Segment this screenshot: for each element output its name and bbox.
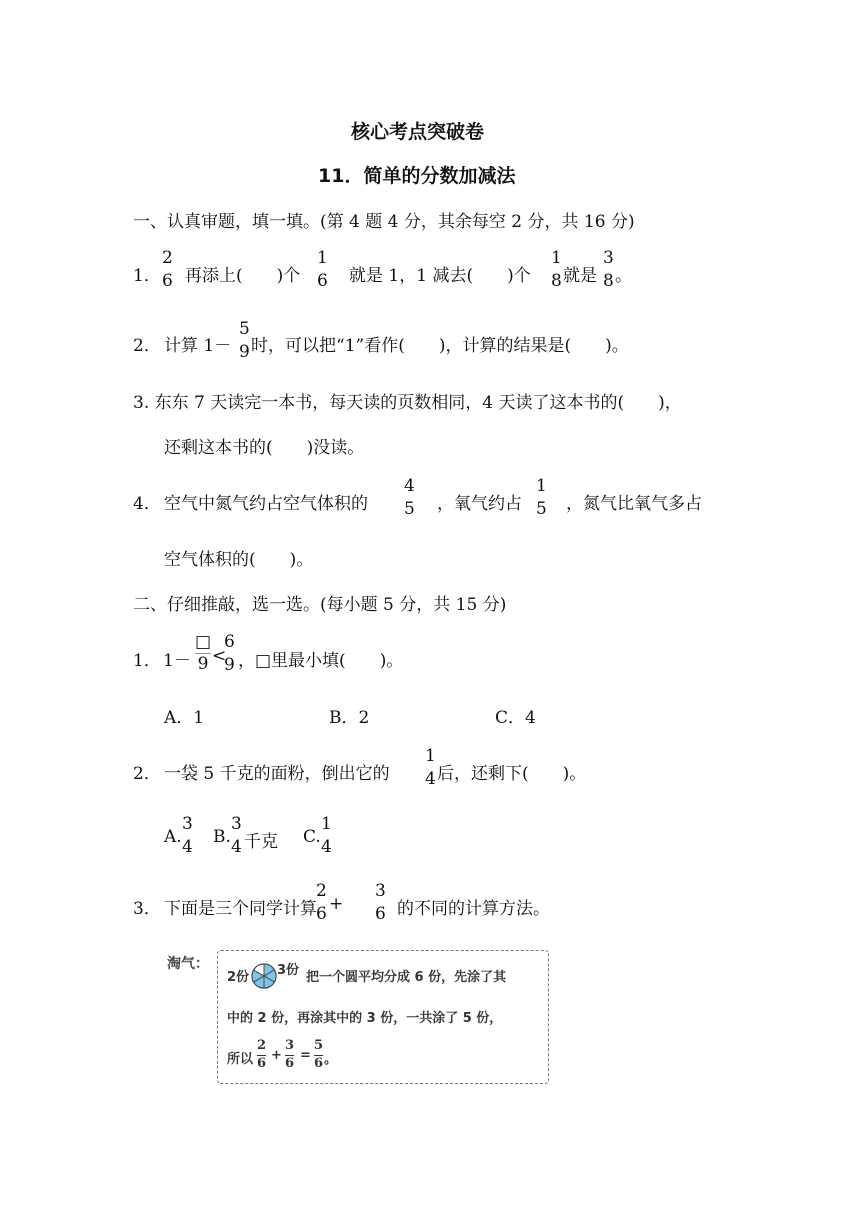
q4-line-2: 空气体积的( )。 — [164, 550, 314, 570]
page-title: 核心考点突破卷 — [351, 121, 485, 143]
label-3-parts: 3份 — [277, 963, 300, 978]
q2-number: 2． — [133, 336, 161, 356]
card-line-3-prefix: 所以 — [227, 1052, 254, 1067]
s2-q3-fraction-3-6 — [375, 883, 386, 923]
denominator: 5 — [536, 499, 547, 519]
s2-q2-fraction-1-4 — [425, 748, 436, 788]
q4-text-3: ，氮气比氧气多占 — [566, 494, 702, 514]
pie-circle-icon — [250, 962, 278, 990]
card-fraction-2-6 — [257, 1039, 266, 1070]
section-1-heading: 一、认真审题，填一填。(第 4 题 4 分，其余每空 2 分，共 16 分) — [133, 212, 635, 232]
numerator: 6 — [224, 632, 235, 652]
page-subtitle: 11．简单的分数加减法 — [318, 165, 516, 187]
denominator: 6 — [317, 271, 328, 291]
q1-fraction-3-8 — [603, 250, 614, 290]
student-name: 淘气： — [167, 956, 209, 972]
denominator: 9 — [195, 653, 211, 673]
numerator: 2 — [162, 248, 173, 268]
denominator: 6 — [375, 904, 386, 924]
q2-fraction-5-9 — [239, 321, 250, 361]
q4-text-1: 空气中氮气约占空气体积的 — [164, 494, 368, 514]
s2-q3-number: 3． — [133, 899, 161, 919]
numerator: 3 — [285, 1038, 295, 1053]
s2-q1-text-3: ，□里最小填( )。 — [238, 651, 404, 671]
s2-q2-text-2: 后，还剩下( )。 — [437, 764, 587, 784]
numerator: 5 — [239, 319, 250, 339]
s2-q3-text-2: 的不同的计算方法。 — [397, 899, 550, 919]
option-a-label: A. — [164, 827, 182, 847]
q3-line-1: 3. 东东 7 天读完一本书，每天读的页数相同，4 天读了这本书的( )， — [133, 393, 682, 413]
s2-q1-option-c[interactable]: C．4 — [495, 708, 536, 728]
numerator: 5 — [314, 1038, 324, 1053]
denominator: 6 — [314, 1056, 324, 1071]
method-card — [217, 950, 549, 1084]
q4-fraction-4-5 — [404, 478, 415, 518]
q2-text-1: 计算 1－ — [164, 336, 232, 356]
s2-q1-less-than: < — [212, 646, 227, 666]
s2-q2-text-1: 一袋 5 千克的面粉，倒出它的 — [164, 764, 390, 784]
s2-q3-fraction-2-6 — [316, 883, 327, 923]
denominator: 6 — [162, 271, 173, 291]
q1-fraction-1-8 — [551, 250, 562, 290]
q1-number: 1． — [133, 266, 161, 286]
denominator: 6 — [257, 1056, 267, 1071]
denominator: 9 — [224, 655, 235, 675]
numerator: 1 — [321, 814, 332, 834]
numerator: 1 — [425, 746, 436, 766]
numerator: 1 — [551, 248, 562, 268]
q2-text-2: 时，可以把“1”看作( )，计算的结果是( )。 — [251, 336, 629, 356]
label-2-parts: 2份 — [227, 970, 250, 985]
q3-line-2: 还剩这本书的( )没读。 — [164, 438, 365, 458]
s2-q3-plus: + — [329, 894, 344, 914]
q1-text-1: 再添上( )个 — [185, 266, 301, 286]
section-2-heading: 二、仔细推敲，选一选。(每小题 5 分，共 15 分) — [133, 595, 507, 615]
option-b-unit: 千克 — [244, 832, 278, 852]
option-b-fraction — [231, 816, 242, 856]
denominator: 8 — [603, 271, 614, 291]
card-equals: = — [300, 1048, 311, 1063]
option-b-label: B. — [213, 827, 231, 847]
option-a-fraction — [182, 816, 193, 856]
s2-q1-option-b[interactable]: B．2 — [329, 708, 370, 728]
q4-fraction-1-5 — [536, 478, 547, 518]
card-plus: + — [271, 1048, 282, 1063]
denominator: 4 — [321, 837, 332, 857]
s2-q3-text-1: 下面是三个同学计算 — [164, 899, 317, 919]
denominator: 6 — [316, 904, 327, 924]
numerator: 3 — [603, 248, 614, 268]
numerator: 4 — [404, 476, 415, 496]
numerator-box: □ — [195, 632, 212, 652]
denominator: 6 — [285, 1056, 295, 1071]
s2-q1-fraction-box-9 — [195, 634, 211, 673]
q4-number: 4． — [133, 494, 161, 514]
numerator: 1 — [536, 476, 547, 496]
denominator: 4 — [182, 837, 193, 857]
s2-q1-fraction-6-9 — [224, 634, 235, 674]
numerator: 3 — [375, 881, 386, 901]
denominator: 5 — [404, 499, 415, 519]
card-end-mark: 。 — [324, 1052, 338, 1067]
q1-text-3: 就是 — [563, 266, 597, 286]
denominator: 9 — [239, 342, 250, 362]
s2-q1-option-a[interactable]: A．1 — [164, 708, 205, 728]
s2-q1-number: 1． — [133, 651, 161, 671]
q1-fraction-1-6 — [317, 250, 328, 290]
s2-q1-text-1: 1－ — [163, 651, 191, 671]
q1-text-2: 就是 1，1 减去( )个 — [349, 266, 531, 286]
q1-text-4: 。 — [615, 266, 632, 286]
q1-fraction-2-6 — [162, 250, 173, 290]
numerator: 1 — [317, 248, 328, 268]
numerator: 2 — [257, 1038, 267, 1053]
s2-q2-number: 2． — [133, 764, 161, 784]
card-fraction-3-6 — [285, 1039, 294, 1070]
numerator: 2 — [316, 881, 327, 901]
option-c-fraction — [321, 816, 332, 856]
card-line-1: 把一个圆平均分成 6 份，先涂了其 — [306, 970, 507, 985]
denominator: 4 — [425, 769, 436, 789]
denominator: 4 — [231, 837, 242, 857]
option-c-label: C. — [303, 827, 321, 847]
numerator: 3 — [231, 814, 242, 834]
card-line-2: 中的 2 份，再涂其中的 3 份，一共涂了 5 份， — [227, 1011, 503, 1026]
denominator: 8 — [551, 271, 562, 291]
q4-text-2: ，氧气约占 — [437, 494, 522, 514]
card-fraction-5-6 — [314, 1039, 323, 1070]
numerator: 3 — [182, 814, 193, 834]
